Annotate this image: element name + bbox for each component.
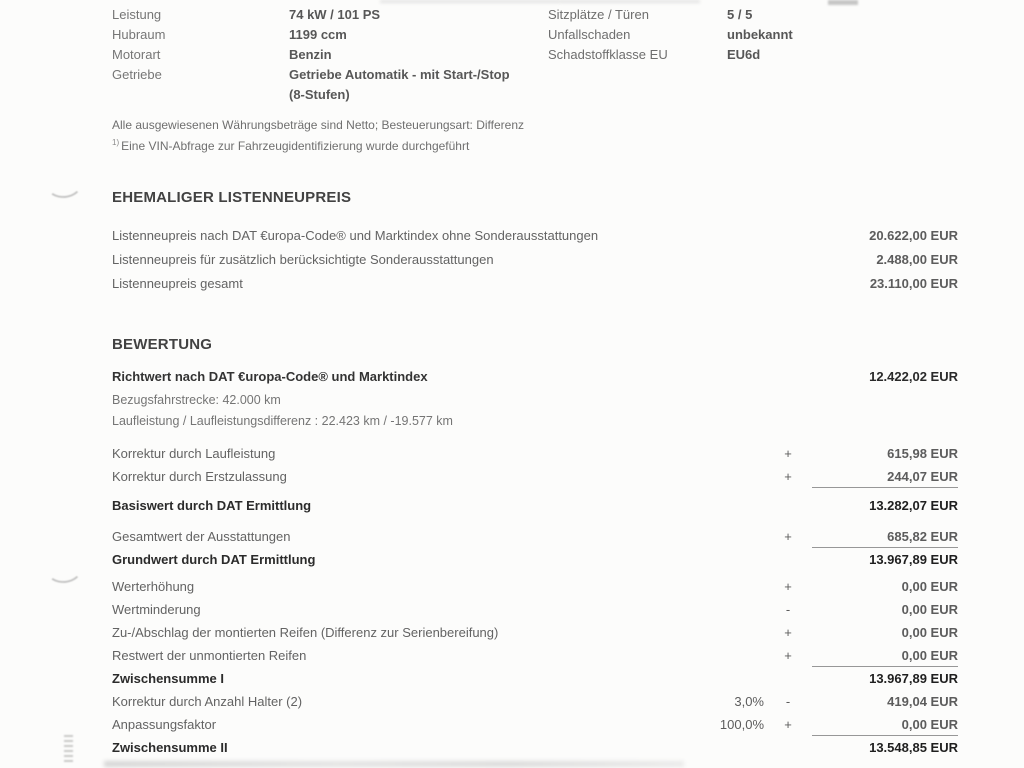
row-sign bbox=[764, 667, 812, 690]
listenneupreis-rows bbox=[112, 224, 958, 296]
table-row-subtotal bbox=[112, 736, 958, 759]
row-value: 20.622,00 EUR bbox=[869, 228, 958, 243]
row-percent bbox=[674, 525, 764, 548]
row-label: Korrektur durch Laufleistung bbox=[112, 446, 276, 461]
row-label: Gesamtwert der Ausstattungen bbox=[112, 529, 291, 544]
row-percent bbox=[674, 644, 764, 667]
spec-row bbox=[112, 5, 958, 25]
row-value: 0,00 EUR bbox=[901, 625, 958, 640]
spec-label: Unfallschaden bbox=[548, 27, 631, 42]
row-sign: + bbox=[784, 446, 792, 461]
table-row bbox=[112, 465, 958, 488]
row-label: Listenneupreis für zusätzlich berücksichtigte Sonderausstattungen bbox=[112, 252, 494, 267]
table-row bbox=[112, 621, 958, 644]
spec-value: 5 / 5 bbox=[727, 7, 753, 22]
bewertung-rows bbox=[112, 442, 958, 759]
document-content bbox=[112, 0, 958, 759]
row-label: Zu-/Abschlag der montierten Reifen (Differenz zur Serienbereifung) bbox=[112, 625, 499, 640]
row-value: 685,82 EUR bbox=[812, 525, 958, 548]
row-sign bbox=[764, 548, 812, 571]
spec-value: 1199 ccm bbox=[289, 27, 347, 42]
scan-cutoff-remnant bbox=[104, 761, 684, 767]
row-percent bbox=[674, 736, 764, 759]
spec-row bbox=[112, 45, 958, 65]
row-label: Zwischensumme I bbox=[112, 671, 224, 686]
row-label: Korrektur durch Anzahl Halter (2) bbox=[112, 694, 303, 709]
row-percent bbox=[674, 494, 764, 517]
table-row bbox=[112, 248, 958, 272]
table-row bbox=[112, 272, 958, 296]
row-sign bbox=[764, 736, 812, 759]
row-value: 23.110,00 EUR bbox=[869, 276, 958, 291]
section-heading-listenneupreis: EHEMALIGER LISTENNEUPREIS bbox=[112, 189, 352, 206]
spec-value: Benzin bbox=[289, 47, 332, 62]
spec-label: Hubraum bbox=[112, 27, 166, 42]
row-label: Werterhöhung bbox=[112, 579, 195, 594]
table-row bbox=[112, 690, 958, 713]
row-value: 419,04 EUR bbox=[887, 694, 958, 709]
row-value: 0,00 EUR bbox=[901, 602, 958, 617]
row-value: 0,00 EUR bbox=[901, 579, 958, 594]
row-value: 2.488,00 EUR bbox=[876, 252, 958, 267]
spec-label: Sitzplätze / Türen bbox=[548, 7, 649, 22]
row-value: 13.967,89 EUR bbox=[869, 552, 958, 567]
row-sign: + bbox=[784, 529, 792, 544]
table-row bbox=[112, 713, 958, 736]
footnotes bbox=[112, 117, 958, 155]
table-row bbox=[112, 525, 958, 548]
row-sign: + bbox=[784, 625, 792, 640]
row-value: 13.282,07 EUR bbox=[869, 498, 958, 513]
handwritten-check-arc bbox=[45, 553, 83, 584]
spec-row bbox=[112, 65, 958, 105]
spec-value: unbekannt bbox=[727, 27, 793, 42]
row-label: Wertminderung bbox=[112, 602, 201, 617]
margin-vertical-text bbox=[64, 735, 73, 765]
spec-value bbox=[289, 65, 548, 105]
bezugsfahrstrecke-line: Bezugsfahrstrecke: 42.000 km bbox=[112, 393, 281, 407]
laufleistung-line: Laufleistung / Laufleistungsdifferenz : 22.423 km / -19.577 km bbox=[112, 414, 453, 428]
row-label: Grundwert durch DAT Ermittlung bbox=[112, 552, 316, 567]
row-label: Restwert der unmontierten Reifen bbox=[112, 648, 307, 663]
richtwert-row bbox=[112, 367, 958, 387]
row-sign: - bbox=[785, 602, 791, 617]
row-percent bbox=[674, 575, 764, 598]
footnote-tax: Alle ausgewiesenen Währungsbeträge sind Netto; Besteuerungsart: Differenz bbox=[112, 118, 525, 132]
row-sign bbox=[764, 494, 812, 517]
row-percent: 3,0% bbox=[734, 694, 764, 709]
row-label: Listenneupreis nach DAT €uropa-Code® und Marktindex ohne Sonderausstattungen bbox=[112, 228, 599, 243]
table-row-subtotal bbox=[112, 667, 958, 690]
spec-row bbox=[112, 25, 958, 45]
spec-label: Leistung bbox=[112, 7, 162, 22]
row-percent: 100,0% bbox=[719, 717, 764, 732]
spec-value-line2: (8-Stufen) bbox=[289, 87, 350, 102]
table-row bbox=[112, 575, 958, 598]
row-value: 0,00 EUR bbox=[812, 713, 958, 736]
spec-value: 74 kW / 101 PS bbox=[289, 7, 381, 22]
vehicle-spec-table bbox=[112, 5, 958, 105]
footnote-vin-text: Eine VIN-Abfrage zur Fahrzeugidentifizierung wurde durchgeführt bbox=[121, 139, 470, 153]
section-heading-bewertung: BEWERTUNG bbox=[112, 336, 213, 353]
table-row bbox=[112, 224, 958, 248]
row-value: 0,00 EUR bbox=[812, 644, 958, 667]
row-label: Basiswert durch DAT Ermittlung bbox=[112, 498, 312, 513]
row-value: 244,07 EUR bbox=[812, 465, 958, 488]
row-sign: - bbox=[785, 694, 791, 709]
row-percent bbox=[674, 548, 764, 571]
footnote-marker: 1) bbox=[112, 138, 120, 147]
handwritten-check-arc bbox=[45, 168, 83, 199]
row-label: Listenneupreis gesamt bbox=[112, 276, 243, 291]
row-sign: + bbox=[784, 648, 792, 663]
row-percent bbox=[674, 465, 764, 488]
row-percent bbox=[674, 442, 764, 465]
table-row bbox=[112, 598, 958, 621]
row-label: Zwischensumme II bbox=[112, 740, 228, 755]
spec-value bbox=[727, 65, 958, 105]
spec-label: Motorart bbox=[112, 47, 161, 62]
row-sign: + bbox=[784, 469, 792, 484]
table-row-subtotal bbox=[112, 548, 958, 571]
row-value: 13.967,89 EUR bbox=[869, 671, 958, 686]
row-value: 12.422,02 EUR bbox=[869, 369, 958, 384]
spec-label bbox=[548, 65, 727, 105]
row-percent bbox=[674, 621, 764, 644]
table-row bbox=[112, 442, 958, 465]
row-label: Richtwert nach DAT €uropa-Code® und Marktindex bbox=[112, 369, 428, 384]
table-row bbox=[112, 644, 958, 667]
spec-value: EU6d bbox=[727, 47, 761, 62]
row-sign: + bbox=[784, 579, 792, 594]
row-sign: + bbox=[784, 717, 792, 732]
row-value: 13.548,85 EUR bbox=[869, 740, 958, 755]
table-row-subtotal bbox=[112, 494, 958, 517]
row-label: Korrektur durch Erstzulassung bbox=[112, 469, 287, 484]
footnote-vin bbox=[112, 134, 958, 155]
row-label: Anpassungsfaktor bbox=[112, 717, 217, 732]
row-percent bbox=[674, 667, 764, 690]
row-value: 615,98 EUR bbox=[887, 446, 958, 461]
spec-value-line1: Getriebe Automatik - mit Start-/Stop bbox=[289, 67, 510, 82]
spec-label: Schadstoffklasse EU bbox=[548, 47, 668, 62]
spec-label: Getriebe bbox=[112, 67, 162, 82]
row-percent bbox=[674, 598, 764, 621]
